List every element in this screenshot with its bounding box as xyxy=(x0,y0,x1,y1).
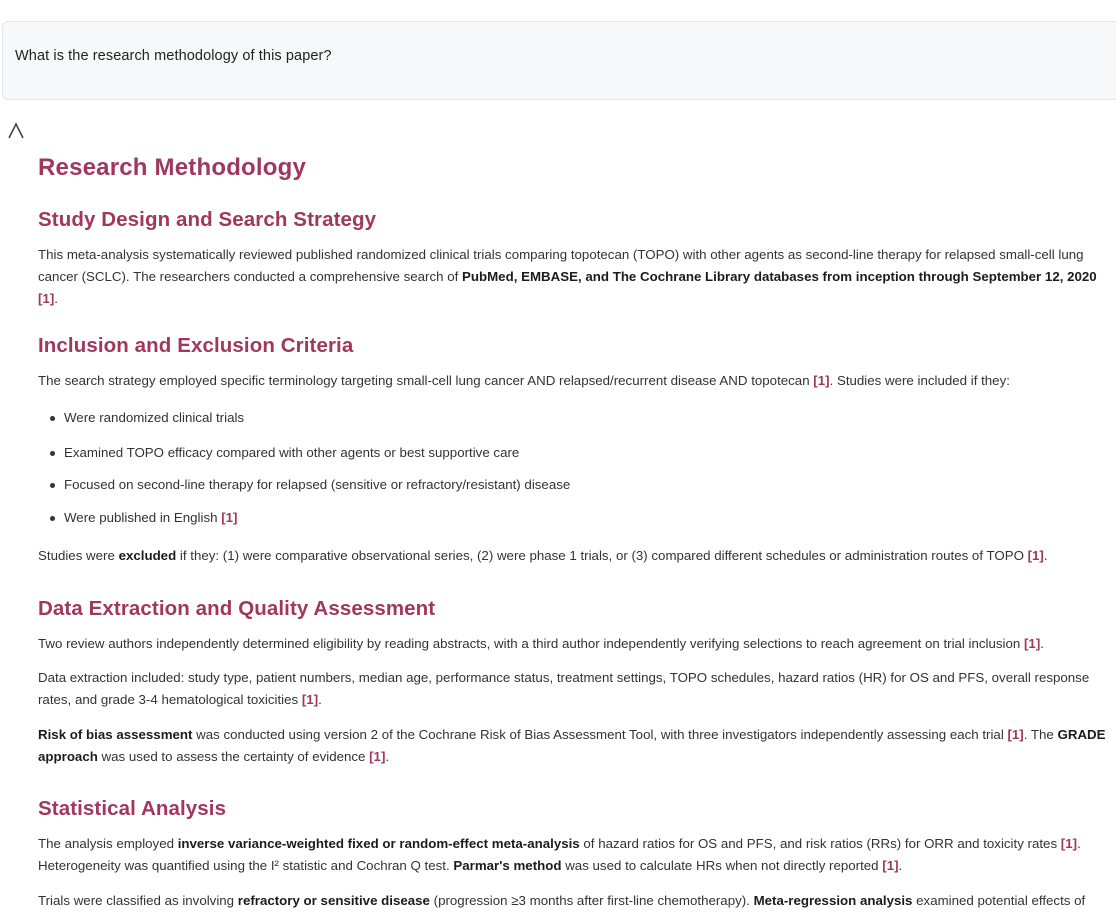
section-heading-data-extraction: Data Extraction and Quality Assessment xyxy=(38,597,436,620)
citation-link[interactable]: [1] xyxy=(301,692,319,707)
section-heading-statistical-analysis: Statistical Analysis xyxy=(38,797,227,820)
citation-link[interactable]: [1] xyxy=(369,749,386,764)
citation-link[interactable]: [1] xyxy=(221,510,238,525)
section-heading-inclusion: Inclusion and Exclusion Criteria xyxy=(38,334,354,357)
caret-up-icon[interactable] xyxy=(6,121,26,141)
paragraph: Studies were excluded if they: (1) were comparative observational series, (2) were phase 1 trials, or (3) compared different schedules or administration routes of TOPO [1]. xyxy=(38,548,1048,563)
citation-link[interactable]: [1] xyxy=(38,291,55,306)
paragraph: Trials were classified as involving refractory or sensitive disease (progression ≥3 months after first-line chemotherapy). Meta-regression analysis examined potential effects of xyxy=(38,893,1086,908)
citation-link[interactable]: [1] xyxy=(813,373,830,388)
answer-content xyxy=(38,148,1106,912)
citation-link[interactable]: [1] xyxy=(882,858,899,873)
citation-link[interactable]: [1] xyxy=(1007,727,1024,742)
citation-link[interactable]: [1] xyxy=(1060,836,1078,851)
list-item: Were randomized clinical trials xyxy=(64,407,1106,429)
question-text: What is the research methodology of this paper? xyxy=(15,48,332,64)
paragraph: Two review authors independently determined eligibility by reading abstracts, with a third author independently verifying selections to reach agreement on trial inclusion [1]. xyxy=(38,636,1044,651)
section-heading-study-design: Study Design and Search Strategy xyxy=(38,208,377,231)
answer-title: Research Methodology xyxy=(38,154,307,181)
paragraph: This meta-analysis systematically reviewed published randomized clinical trials comparing topotecan (TOPO) with other agents as second-line therapy for relapsed small-cell lung cancer (SCLC). The researchers conducted a comprehensive search of PubMed, EMBASE, and The Cochrane Library databases from inception through September 12, 2020 [1]. xyxy=(38,247,1097,306)
paragraph: The search strategy employed specific terminology targeting small-cell lung cancer AND relapsed/recurrent disease AND topotecan [1]. Studies were included if they: xyxy=(38,373,1010,388)
inclusion-list xyxy=(38,407,1106,529)
citation-link[interactable]: [1] xyxy=(1024,636,1041,651)
paragraph: The analysis employed inverse variance-weighted fixed or random-effect meta-analysis of hazard ratios for OS and PFS, and risk ratios (RRs) for ORR and toxicity rates [1]. Heterogeneity was quantified using the I² statistic and Cochran Q test. Parmar's method was used to calculate HRs when not directly reported [1]. xyxy=(38,836,1081,873)
paragraph: Risk of bias assessment was conducted using version 2 of the Cochrane Risk of Bias Assessment Tool, with three investigators independently assessing each trial [1]. The GRADE approach was used to assess the certainty of evidence [1]. xyxy=(38,727,1106,764)
question-box xyxy=(2,21,1116,100)
list-item: Examined TOPO efficacy compared with other agents or best supportive care xyxy=(64,442,1106,464)
list-item: Focused on second-line therapy for relapsed (sensitive or refractory/resistant) disease xyxy=(64,474,1106,496)
paragraph: Data extraction included: study type, patient numbers, median age, performance status, treatment settings, TOPO schedules, hazard ratios (HR) for OS and PFS, overall response rates, and grade 3-4 hematological toxicities [1]. xyxy=(38,670,1090,707)
list-item: Were published in English [1] xyxy=(64,507,1106,529)
citation-link[interactable]: [1] xyxy=(1027,548,1044,563)
